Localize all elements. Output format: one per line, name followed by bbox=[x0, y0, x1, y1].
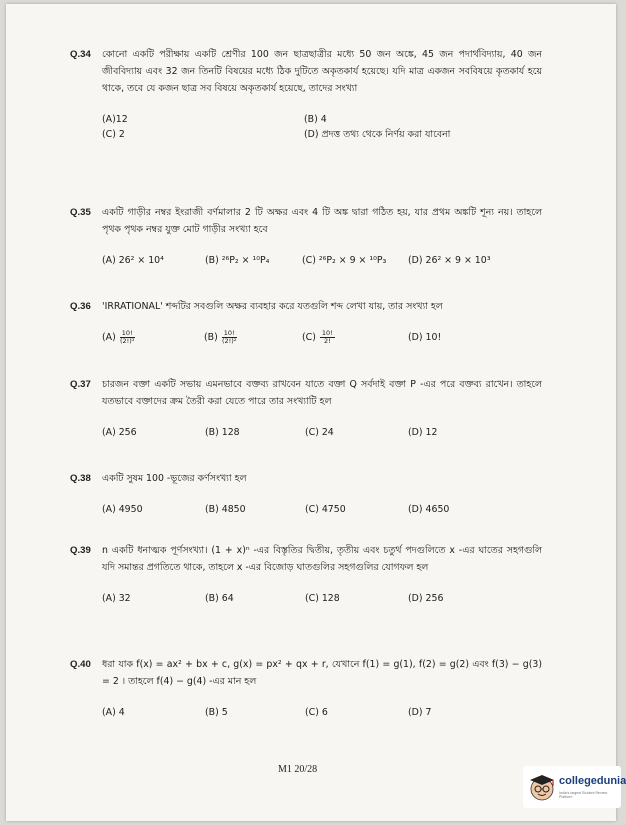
student-mascot-icon bbox=[527, 772, 557, 802]
option-d: (D) 10! bbox=[408, 332, 442, 343]
options bbox=[102, 329, 542, 347]
question-number: Q.40 bbox=[70, 659, 91, 670]
options bbox=[102, 111, 542, 145]
options bbox=[102, 424, 542, 442]
question-34 bbox=[70, 46, 542, 145]
logo-tagline: India's largest Student Review Platform bbox=[559, 791, 608, 799]
question-number: Q.39 bbox=[70, 545, 91, 556]
option-c: (C) 24 bbox=[305, 427, 334, 438]
question-36 bbox=[70, 298, 542, 347]
question-39 bbox=[70, 542, 542, 608]
option-b: (B) 128 bbox=[205, 427, 240, 438]
question-text: একটি সুষম 100 -ভূজের কর্ণসংখ্যা হল bbox=[102, 473, 247, 484]
option-d: (D) 4650 bbox=[408, 504, 450, 515]
question-number: Q.38 bbox=[70, 473, 91, 484]
option-c: (C) ²⁶P₂ × 9 × ¹⁰P₃ bbox=[302, 255, 387, 266]
exam-page bbox=[6, 4, 626, 821]
question-number: Q.36 bbox=[70, 301, 91, 312]
question-text: n একটি ধনাত্মক পূর্ণসংখ্যা। (1 + x)ⁿ -এর বিস্তৃতির দ্বিতীয়, তৃতীয় এবং চতুর্থ পদগুলিতে x -এর ঘাতের সহগগুলি যদি সমান্তর প্রগতিতে থাকে, তাহলে x -এর বিজোড় ঘাতগুলির সহগগুলির যোগফল হল bbox=[102, 545, 542, 573]
option-d: (D) 256 bbox=[408, 593, 444, 604]
question-38 bbox=[70, 470, 542, 519]
question-text: একটি গাড়ীর নম্বর ইংরাজী বর্ণমালার 2 টি অক্ষর এবং 4 টি অঙ্ক দ্বারা গঠিত হয়, যার প্রথম অঙ্কটি শূন্য নয়। তাহলে পৃথক পৃথক নম্বর যুক্ত মোট গাড়ীর সংখ্যা হবে bbox=[102, 207, 542, 235]
question-text: চারজন বক্তা একটি সভায় এমনভাবে বক্তব্য রাখবেন যাতে বক্তা Q সর্বদাই বক্তা P -এর পরে বক্তব্য রাখেন। তাহলে যতভাবে বক্তাদের ক্রম তৈরী করা যেতে পারে তার সংখ্যাটি হল bbox=[102, 379, 542, 407]
option-a: (A) 4 bbox=[102, 707, 125, 718]
options bbox=[102, 704, 542, 722]
option-a: (A)12 bbox=[102, 114, 128, 125]
logo-name: collegedunia bbox=[559, 775, 626, 787]
option-c: (C) 128 bbox=[305, 593, 340, 604]
question-37 bbox=[70, 376, 542, 442]
question-40 bbox=[70, 656, 542, 722]
question-text: 'IRRATIONAL' শব্দটির সবগুলি অক্ষর ব্যবহার করে যতগুলি শব্দ লেখা যায়, তার সংখ্যা হল bbox=[102, 301, 443, 312]
question-35 bbox=[70, 204, 542, 270]
option-a: (A) 4950 bbox=[102, 504, 143, 515]
options bbox=[102, 252, 542, 270]
option-c: (C) $\frac{10!}{2!}$ bbox=[302, 329, 333, 345]
question-number: Q.34 bbox=[70, 49, 91, 60]
option-c: (C) 6 bbox=[305, 707, 328, 718]
option-d: (D) 7 bbox=[408, 707, 432, 718]
question-number: Q.37 bbox=[70, 379, 91, 390]
option-b: (B) ²⁶P₂ × ¹⁰P₄ bbox=[205, 255, 270, 266]
option-b: (B) $\frac{10!}{\text{(2!)²}}$ bbox=[204, 329, 237, 345]
option-a: (A) $\frac{10!}{\text{(2!)³}}$ bbox=[102, 329, 135, 345]
option-d: (D) 26² × 9 × 10³ bbox=[408, 255, 491, 266]
option-b: (B) 4850 bbox=[205, 504, 246, 515]
option-b: (B) 4 bbox=[304, 114, 327, 125]
option-b: (B) 5 bbox=[205, 707, 228, 718]
option-c: (C) 4750 bbox=[305, 504, 346, 515]
question-number: Q.35 bbox=[70, 207, 91, 218]
option-d: (D) প্রদত্ত তথ্য থেকে নির্ণয় করা যাবেনা bbox=[304, 129, 451, 140]
options bbox=[102, 590, 542, 608]
option-c: (C) 2 bbox=[102, 129, 125, 140]
option-d: (D) 12 bbox=[408, 427, 438, 438]
page-footer: M1 20/28 bbox=[278, 764, 318, 775]
question-text: কোনো একটি পরীক্ষায় একটি শ্রেণীর 100 জন ছাত্রছাত্রীর মধ্যে 50 জন অঙ্কে, 45 জন পদার্থবিদ্যায়, 40 জন জীববিদ্যায় এবং 32 জন তিনটি বিষয়ের মধ্যে ঠিক দুটিতে অকৃতকার্য হয়েছে। যদি মাত্র একজন সববিষয়ে কৃতকার্য হয়ে থাকে, তবে যে কজন ছাত্র সব বিষয়ে অকৃতকার্য হয়েছে, তাদের সংখ্যা bbox=[102, 49, 542, 94]
question-text: ধরা যাক f(x) = ax² + bx + c, g(x) = px² + qx + r, যেখানে f(1) = g(1), f(2) = g(2) এবং f(3) − g(3) = 2 । তাহলে f(4) − g(4) -এর মান হল bbox=[102, 659, 542, 687]
collegedunia-logo bbox=[523, 766, 626, 808]
option-a: (A) 32 bbox=[102, 593, 131, 604]
option-b: (B) 64 bbox=[205, 593, 234, 604]
option-a: (A) 26² × 10⁴ bbox=[102, 255, 164, 266]
option-a: (A) 256 bbox=[102, 427, 137, 438]
options bbox=[102, 501, 542, 519]
